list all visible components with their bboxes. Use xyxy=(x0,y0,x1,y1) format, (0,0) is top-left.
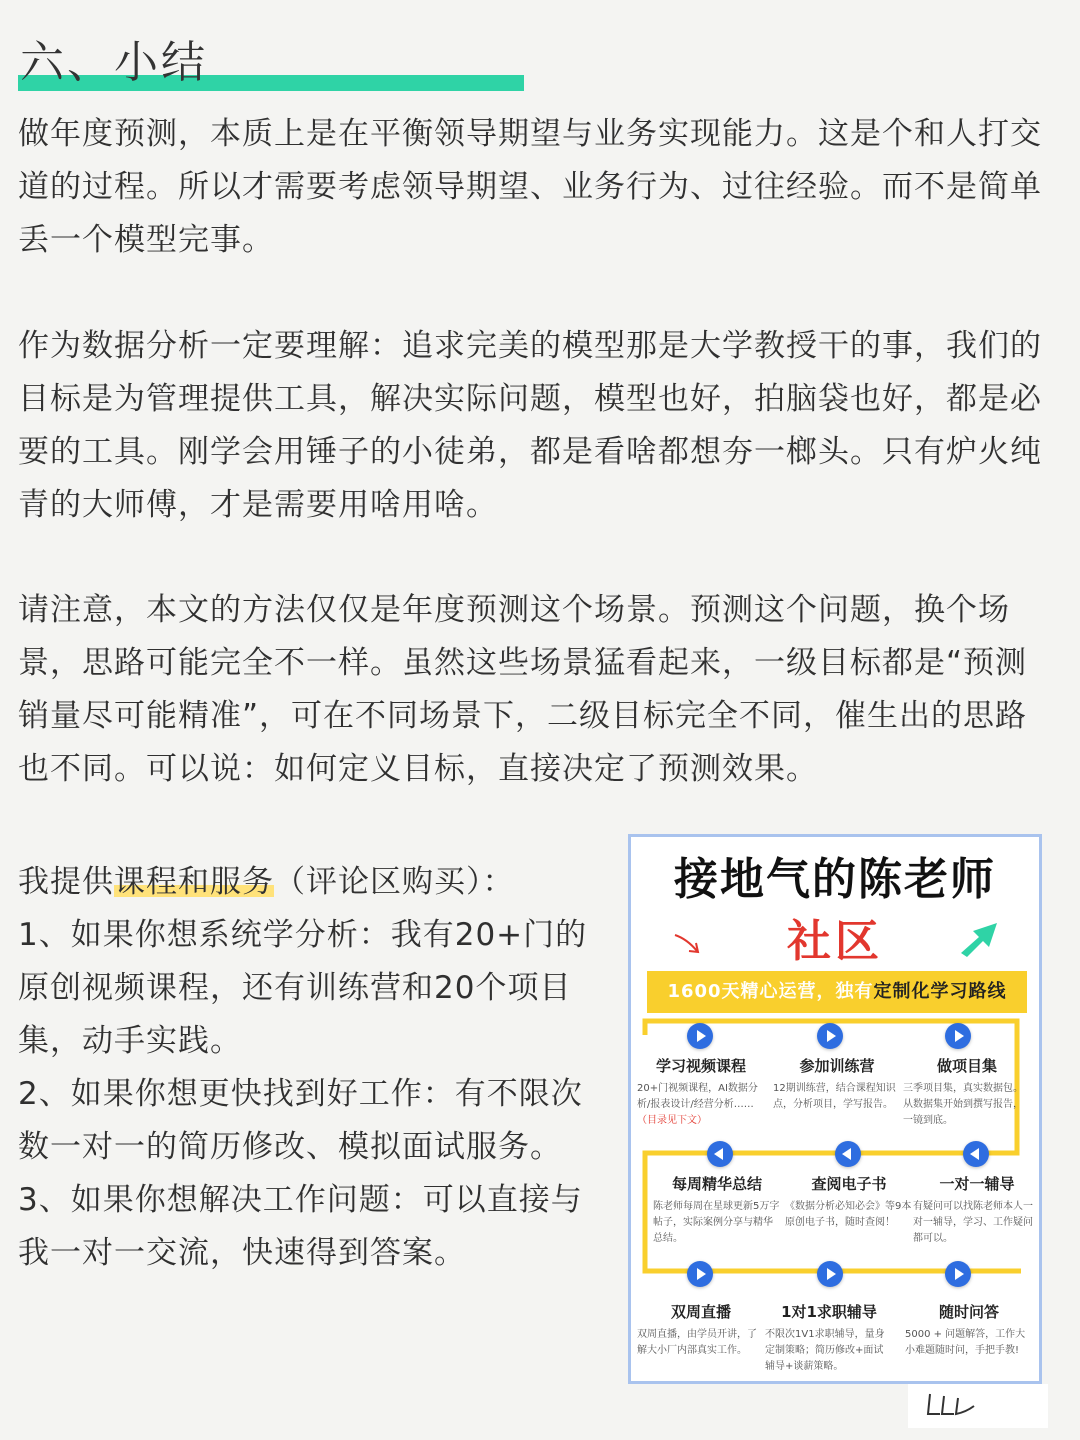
poster-item-live-stream xyxy=(637,1301,765,1359)
paragraph-1: 做年度预测，本质上是在平衡领导期望与业务实现能力。这是个和人打交道的过程。所以才需要考虑领导期望、业务行为、过往经验。而不是简单丢一个模型完事。 xyxy=(18,116,1042,258)
play-icon xyxy=(835,1141,861,1167)
poster-item-ebooks xyxy=(785,1173,913,1231)
item-desc xyxy=(637,1081,765,1129)
item-title: 每周精华总结 xyxy=(671,1175,762,1193)
item-desc: 《数据分析必知必会》等9本原创电子书，随时查阅！ xyxy=(785,1201,912,1228)
services-list xyxy=(18,856,598,1280)
item-desc: 不限次1V1求职辅导，量身定制策略；简历修改+面试辅导+谈薪策略。 xyxy=(765,1329,885,1372)
play-icon xyxy=(945,1023,971,1049)
play-icon xyxy=(945,1261,971,1287)
poster-item-video-course xyxy=(637,1055,765,1129)
banner-text-dark: 定制化学习路线 xyxy=(873,981,1007,1002)
play-icon xyxy=(707,1141,733,1167)
item-title: 做项目集 xyxy=(936,1057,997,1075)
play-icon xyxy=(963,1141,989,1167)
poster-item-one-on-one xyxy=(913,1173,1041,1247)
poster-item-qa xyxy=(905,1301,1033,1359)
item-desc-text: 20+门视频课程，AI数据分析/报表设计/经营分析…… xyxy=(637,1083,758,1110)
play-icon xyxy=(687,1023,713,1049)
poster-title: 接地气的陈老师 xyxy=(674,854,996,905)
community-poster xyxy=(628,834,1042,1384)
services-intro-prefix: 我提供 xyxy=(18,864,114,900)
paragraph-2: 作为数据分析一定要理解：追求完美的模型那是大学教授干的事，我们的目标是为管理提供工具，解决实际问题，模型也好，拍脑袋也好，都是必要的工具。刚学会用锤子的小徒弟，都是看啥都想夯一榔头。只有炉火纯青的大师傅，才是需要用啥用啥。 xyxy=(18,328,1042,523)
item-desc: 双周直播，由学员开讲，了解大小厂内部真实工作。 xyxy=(637,1329,757,1356)
item-desc-link: （目录见下文） xyxy=(637,1115,707,1126)
services-intro xyxy=(18,856,598,909)
item-title: 一对一辅导 xyxy=(939,1175,1015,1193)
item-title: 双周直播 xyxy=(670,1303,731,1321)
signature-icon xyxy=(908,1384,1048,1428)
heading-text: 六、小结 xyxy=(20,37,208,88)
item-title: 查阅电子书 xyxy=(811,1175,887,1193)
poster-item-weekly-summary xyxy=(653,1173,781,1247)
play-icon xyxy=(817,1261,843,1287)
play-icon xyxy=(687,1261,713,1287)
item-desc: 5000 + 问题解答，工作大小难题随时问，手把手教! xyxy=(905,1329,1026,1356)
item-title: 1对1求职辅导 xyxy=(781,1303,877,1321)
paragraph-3: 请注意，本文的方法仅仅是年度预测这个场景。预测这个问题，换个场景，思路可能完全不一样。虽然这些场景猛看起来，一级目标都是“预测销量尽可能精准”，可在不同场景下，二级目标完全不同，催生出的思路也不同。可以说：如何定义目标，直接决定了预测效果。 xyxy=(18,592,1028,787)
service-item-2: 2、如果你想更快找到好工作：有不限次数一对一的简历修改、模拟面试服务。 xyxy=(18,1076,583,1165)
item-desc: 三季项目集，真实数据包。从数据集开始到撰写报告，一镜到底。 xyxy=(903,1083,1023,1126)
item-title: 随时问答 xyxy=(938,1303,999,1321)
section-heading xyxy=(18,22,528,94)
service-item-3: 3、如果你想解决工作问题：可以直接与我一对一交流，快速得到答案。 xyxy=(18,1182,583,1271)
item-title: 参加训练营 xyxy=(799,1057,875,1075)
item-desc: 12期训练营，结合课程知识点，分析项目，学写报告。 xyxy=(773,1083,896,1110)
item-desc: 有疑问可以找陈老师本人一对一辅导，学习、工作疑问都可以。 xyxy=(913,1201,1033,1244)
banner-text-light: 1600天精心运营，独有 xyxy=(667,981,874,1002)
signature-mark xyxy=(908,1384,1048,1428)
poster-item-job-coaching xyxy=(765,1301,893,1375)
poster-item-project-set xyxy=(903,1055,1031,1129)
poster-item-training-camp xyxy=(773,1055,901,1113)
play-icon xyxy=(817,1023,843,1049)
poster-subtitle: 社区 xyxy=(787,916,883,967)
item-title: 学习视频课程 xyxy=(655,1057,746,1075)
services-intro-highlight: 课程和服务 xyxy=(114,864,274,900)
services-intro-suffix: （评论区购买）： xyxy=(274,864,515,900)
service-item-1: 1、如果你想系统学分析：我有20+门的原创视频课程，还有训练营和20个项目集，动手实践。 xyxy=(18,917,588,1059)
item-desc: 陈老师每周在星球更新5万字帖子，实际案例分享与精华总结。 xyxy=(653,1201,780,1244)
